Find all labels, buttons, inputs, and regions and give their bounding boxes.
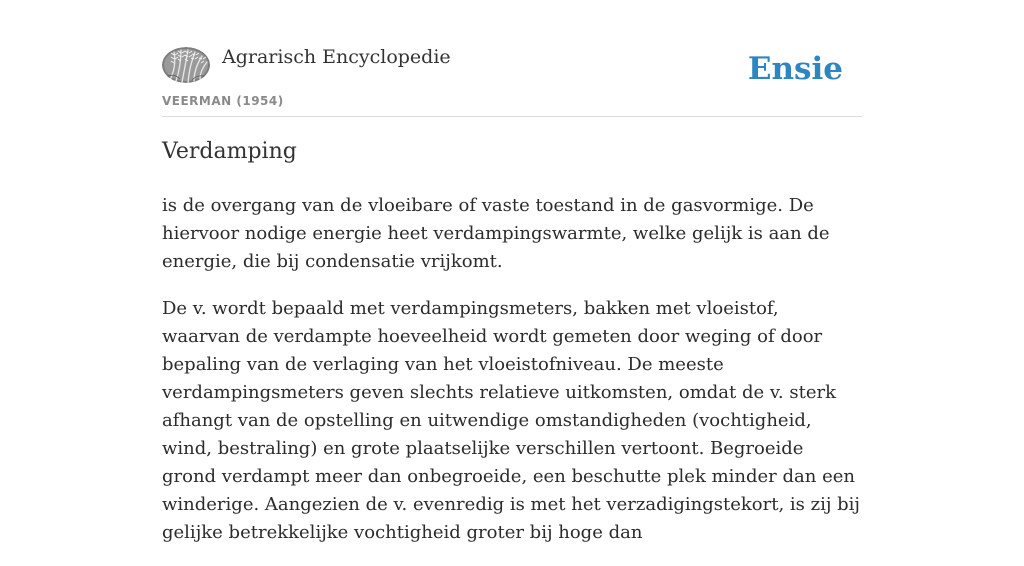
wheat-ears-icon[interactable] — [162, 47, 210, 83]
source-title[interactable]: Agrarisch Encyclopedie — [222, 46, 451, 68]
entry-title: Verdamping — [162, 139, 297, 164]
entry-paragraph: is de overgang van de vloeibare of vaste toestand in de gasvormige. De hiervoor nodige energie heet verdampingswarmte, welke gelijk is aan de energie, die bij condensatie vrijkomt. — [162, 195, 830, 272]
brand-logo-text[interactable]: Ensie — [747, 51, 843, 87]
entry-header — [162, 0, 862, 117]
entry-paragraph: De v. wordt bepaald met verdampingsmeters, bakken met vloeistof, waarvan de verdampte hoeveelheid wordt gemeten door weging of door bepaling van de verlaging van het vloeistofniveau. De meeste verdampingsmeters geven slechts relatieve uitkomsten, omdat de v. sterk afhangt van de opstelling en uitwendige omstandigheden (vochtigheid, wind, bestraling) en grote plaatselijke verschillen vertoont. Begroeide grond verdampt meer dan onbegroeide, een beschutte plek minder dan een winderige. Aangezien de v. evenredig is met het verzadigingstekort, is zij bij gelijke betrekkelijke vochtigheid groter bij hoge dan — [162, 298, 861, 543]
source-author: VEERMAN (1954) — [162, 94, 284, 108]
entry-page — [162, 0, 862, 543]
entry-content — [162, 192, 862, 566]
